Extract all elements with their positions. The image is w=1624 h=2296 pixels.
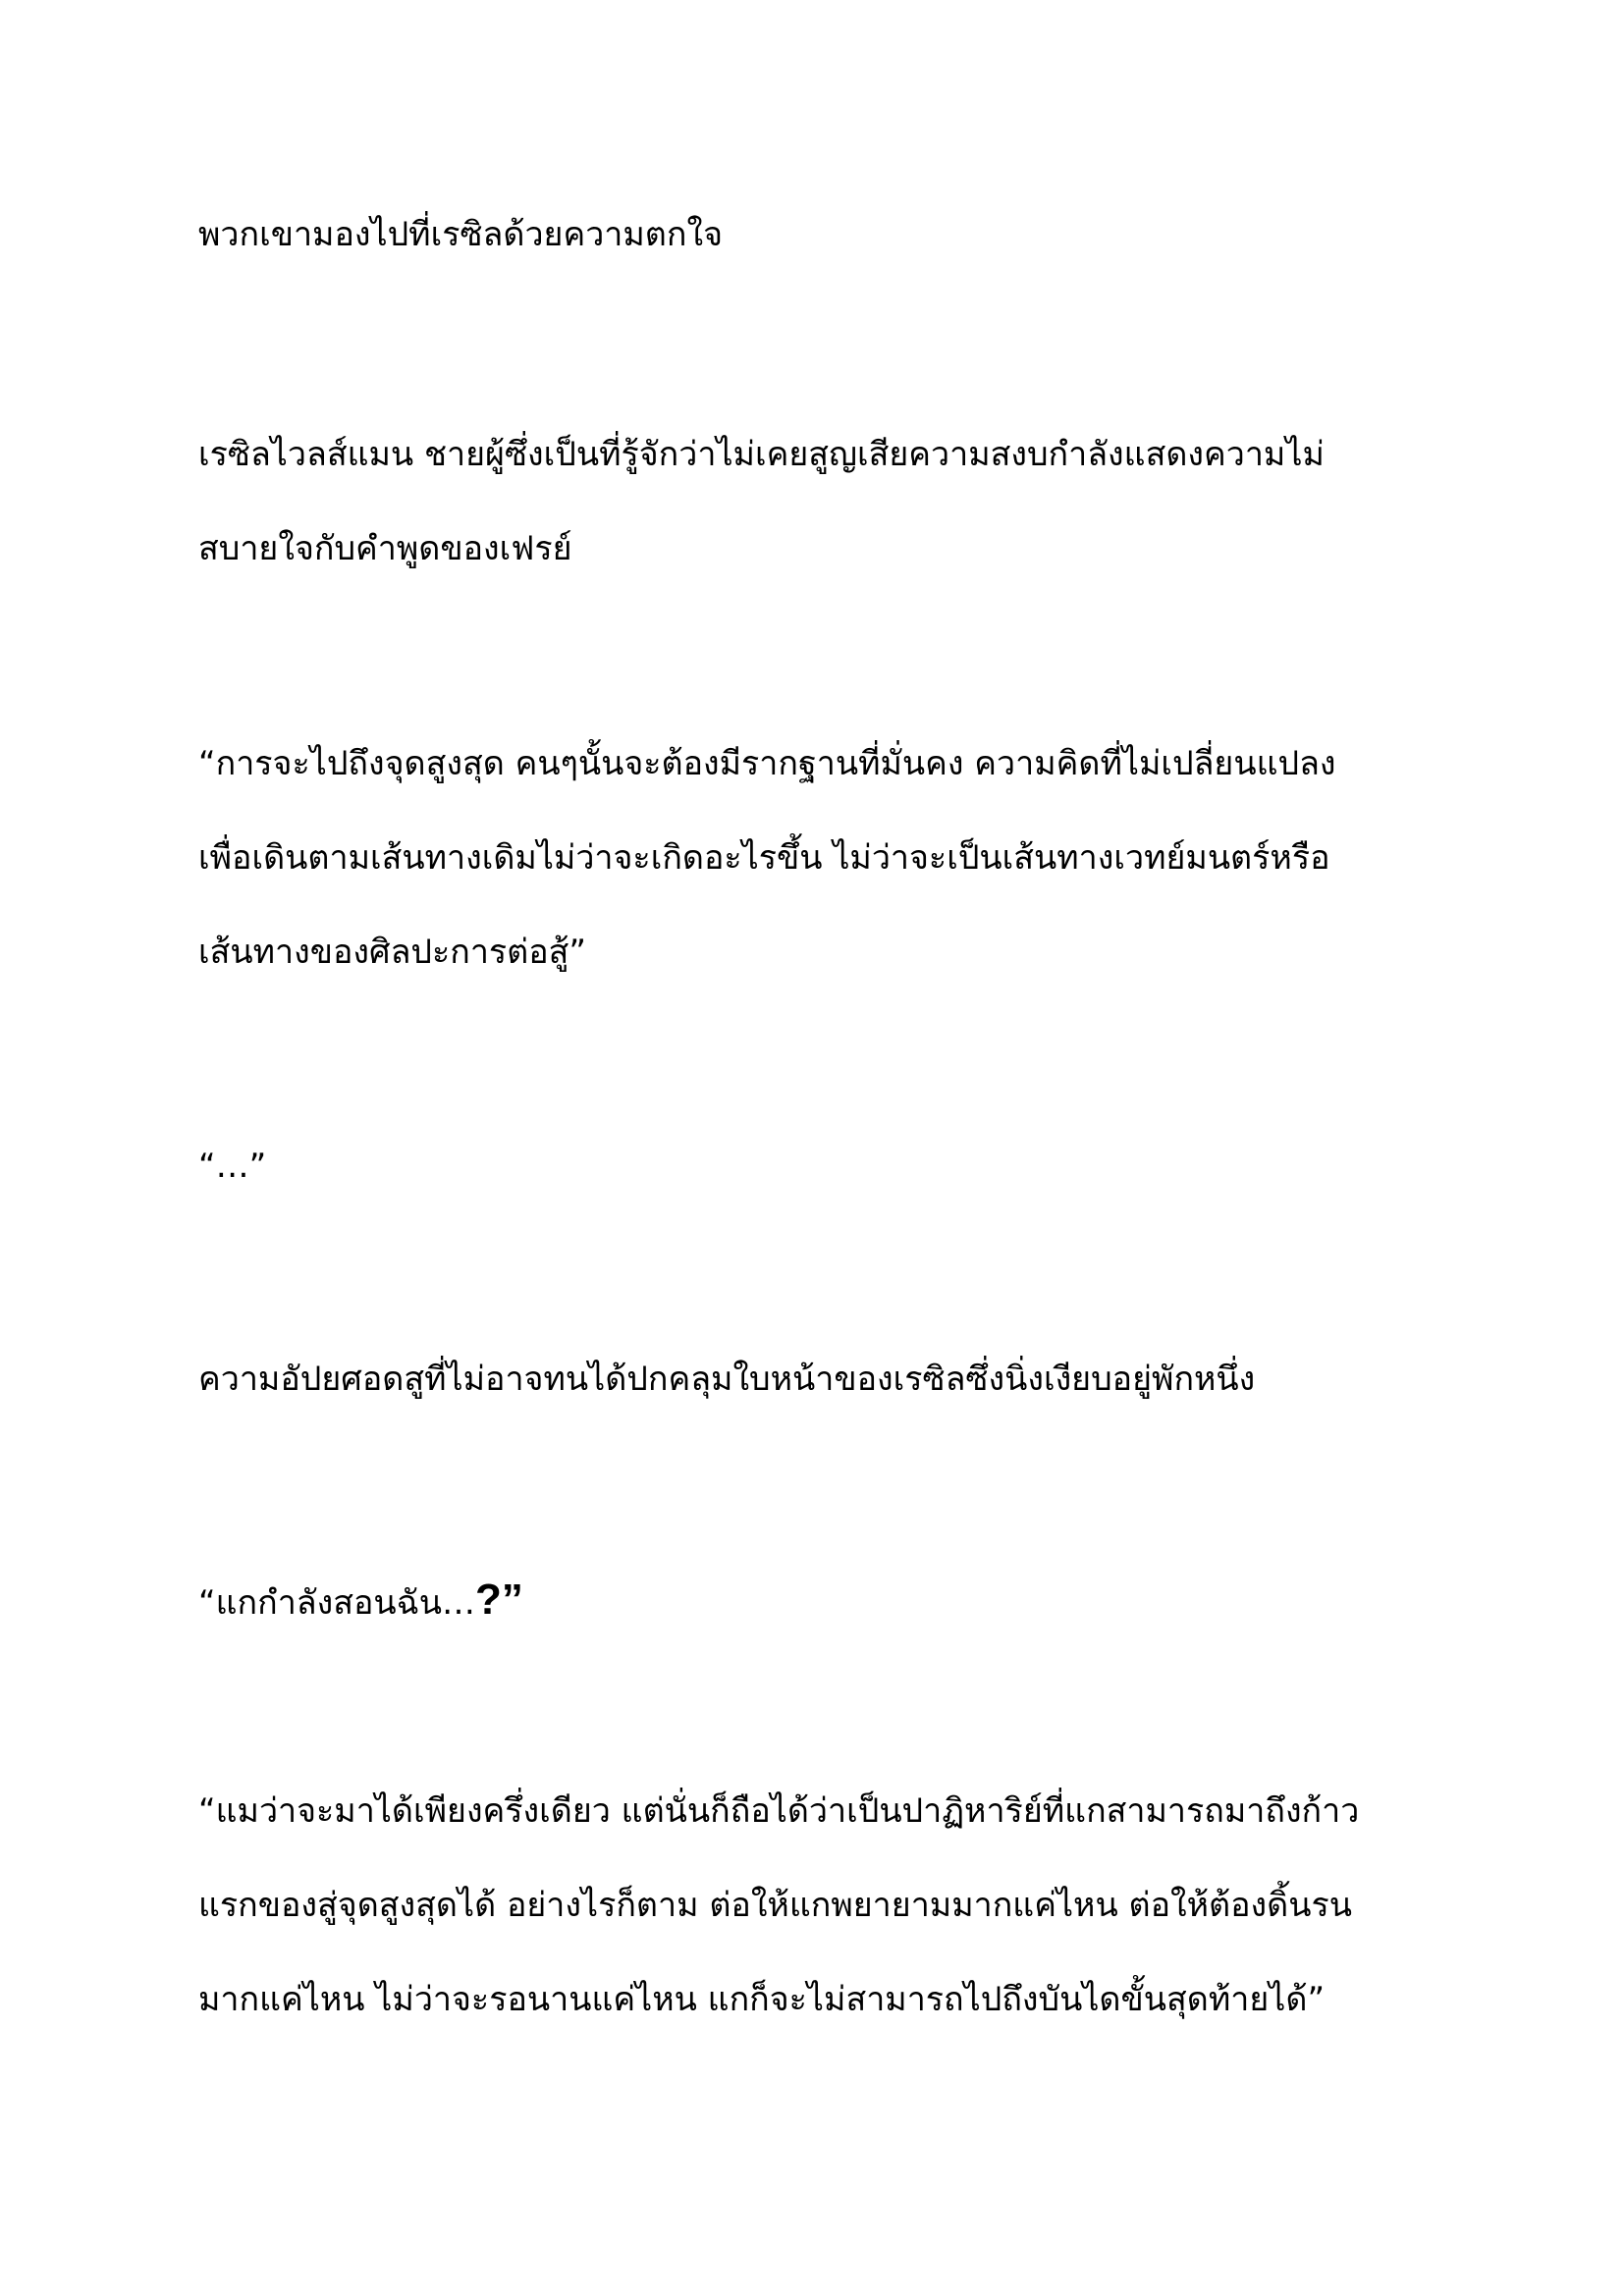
question-text: “แกกำลังสอนฉัน… <box>198 1583 476 1623</box>
paragraph-7: “แมว่าจะมาได้เพียงครึ่งเดียว แต่นั่นก็ถือได้ว่าเป็นปาฏิหาริย์ที่แกสามารถมาถึงก้าว แรกของสู่จุดสูงสุดได้ อย่างไรก็ตาม ต่อให้แกพยายามมากแค่ไหน ต่อให้ต้องดิ้นรน มากแค่ไหน ไม่ว่าจะรอนานแค่ไหน แกก็จะไม่สามารถไปถึงบันไดขั้นสุดท้ายได้” <box>198 1791 1360 2019</box>
paragraph-ellipsis: “…” <box>198 1147 267 1186</box>
paragraph-3: “การจะไปถึงจุดสูงสุด คนๆนั้นจะต้องมีรากฐานที่มั่นคง ความคิดที่ไม่เปลี่ยนแปลง เพื่อเดินตามเส้นทางเดิมไม่ว่าจะเกิดอะไรขึ้น ไม่ว่าจะเป็นเส้นทางเวทย์มนตร์หรือ เส้นทางของศิลปะการต่อสู้” <box>198 744 1336 972</box>
paragraph-5: ความอัปยศอดสูที่ไม่อาจทนได้ปกคลุมใบหน้าของเรซิลซึ่งนิ่งเงียบอยู่พักหนึ่ง <box>198 1360 1256 1399</box>
paragraph-question <box>198 1553 1435 1650</box>
paragraph-1: พวกเขามองไปที่เรซิลด้วยความตกใจ <box>198 215 723 254</box>
paragraph-2: เรซิลไวลส์แมน ชายผู้ซึ่งเป็นที่รู้จักว่าไม่เคยสูญเสียความสงบกำลังแสดงความไม่ สบายใจกับคำพูดของเฟรย์ <box>198 435 1325 568</box>
question-mark: ?” <box>475 1575 523 1624</box>
